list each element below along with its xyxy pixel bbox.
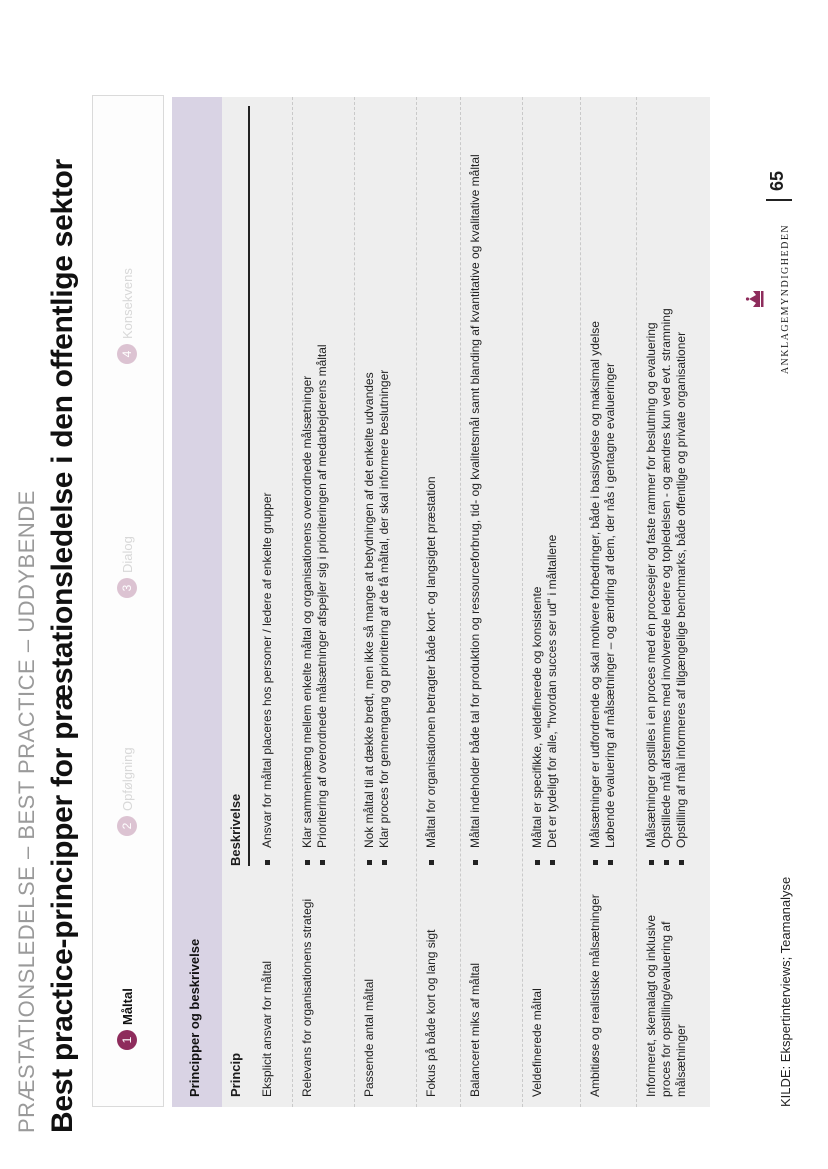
page-title: Best practice-principper for præstationsledelse i den offentlige sektor [46,159,79,1133]
step-4-label: Konsekvens [119,268,135,339]
row-princip: Eksplicit ansvar for måltal [260,960,274,1097]
table-heading: Principper og beskrivelse [187,938,202,1097]
table-row [354,97,417,1107]
table-row [636,97,710,1107]
row-description [468,106,483,866]
step-2-label: Opfølgning [119,747,135,811]
step-2-number: 2 [117,816,137,836]
table-header-band [172,97,222,1107]
column-header-beskrivelse: Beskrivelse [228,793,243,866]
step-1 [117,988,137,1050]
bullet: Det er tydeligt for alle, "hvordan succes ser ud" i måltallene [545,106,560,866]
step-3 [117,536,137,598]
row-princip: Ambitiøse og realistiske målsætninger [588,894,602,1097]
row-princip: Informeret, skemalagt og inklusive proces for opstilling/evaluering af målsætninger [644,914,688,1097]
step-2 [117,747,137,836]
table-row [416,97,461,1107]
table-row [252,97,293,1107]
bullet: Klar sammenhæng mellem enkelte måltal og organisationens overordnede målsætninger [300,106,315,866]
row-description [260,106,275,866]
bullet: Måltal er specifikke, veldefinerede og konsistente [530,106,545,866]
bullet: Prioritering af overordnede målsætninger afspejler sig i prioriteringen af medarbejderens måltal [315,106,330,866]
row-princip: Balanceret miks af måltal [468,962,482,1097]
row-princip: Fokus på både kort og lang sigt [424,929,438,1097]
step-4-number: 4 [117,344,137,364]
row-princip: Veldefinerede måltal [530,988,544,1097]
step-4 [117,268,137,364]
row-description [362,106,392,866]
row-description [588,106,618,866]
header-rule [248,106,250,866]
bullet: Opstillede mål afstemmes med involverede ledere og topledelsen - og ændres kun ved evt. stramning [659,106,674,866]
source-note: KILDE: Ekspertinterviews; Teamanalyse [778,876,793,1107]
page-number: 65 [767,170,787,191]
bullet: Opstilling af mål informeres af tilgængelige benchmarks, både offentlige og private organisationer [674,106,689,866]
logo [740,219,810,379]
row-princip: Passende antal måltal [362,978,376,1097]
step-3-number: 3 [117,578,137,598]
logo-text: ANKLAGEMYNDIGHEDEN [780,223,791,375]
bullet: Ansvar for måltal placeres hos personer / ledere af enkelte grupper [260,106,275,866]
step-3-label: Dialog [119,536,135,573]
row-princip: Relevans for organisationens strategi [300,898,314,1097]
bullet: Løbende evaluering af målsætninger – og ændring af dem, der nås i gentagne evalueringer [603,106,618,866]
page-separator [766,199,792,201]
row-description [644,106,689,866]
principles-table [222,97,710,1107]
row-description [424,106,439,866]
bullet: Nok måltal til at dække bredt, men ikke så mange at betydningen af det enkelte udvandes [362,106,377,866]
column-header-princip: Princip [228,1052,243,1097]
table-row [460,97,523,1107]
step-indicator [92,95,164,1107]
bullet: Klar proces for gennemgang og prioritering af de få måltal, der skal informere beslutninger [377,106,392,866]
page-subtitle: PRÆSTATIONSLEDELSE – BEST PRACTICE – UDDYBENDE [14,490,39,1133]
step-1-number: 1 [117,1030,137,1050]
step-1-label: Måltal [119,988,135,1025]
bullet: Målsætninger opstilles i en proces med én procesejer og faste rammer for beslutning og evaluering [644,106,659,866]
table-row [522,97,581,1107]
row-description [300,106,330,866]
bullet: Måltal indeholder både tal for produktion og ressourceforbrug, tid- og kvalitetsmål samt blanding af kvantitative og kvalitative måltal [468,106,483,866]
row-description [530,106,560,866]
crown-icon [744,288,766,310]
table-row [292,97,355,1107]
bullet: Målsætninger er udfordrende og skal motivere forbedringer, både i basisydelse og maksimal ydelse [588,106,603,866]
bullet: Måltal for organisationen betragter både kort- og langsigtet præstation [424,106,439,866]
table-row [580,97,637,1107]
